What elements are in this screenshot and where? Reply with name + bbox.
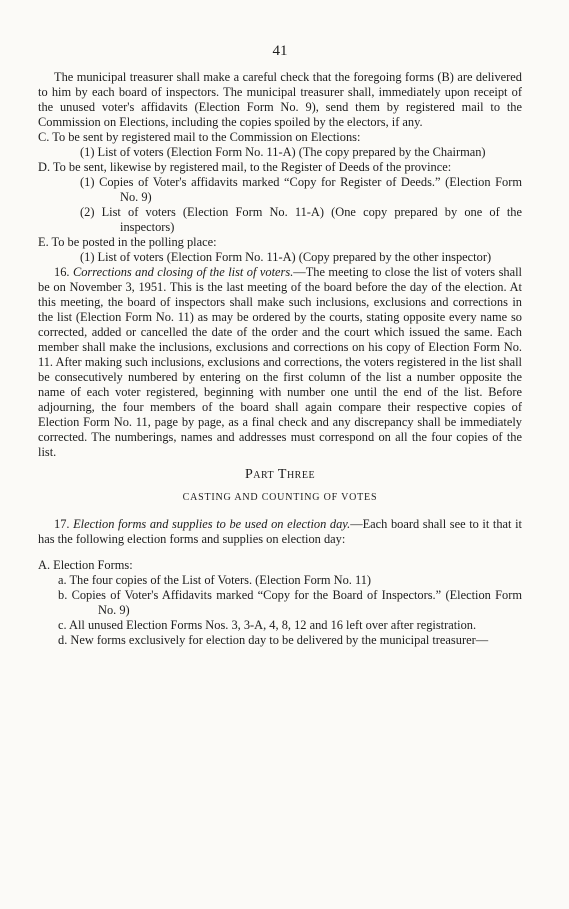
part-title: Part Three [244,467,316,482]
list-item: (1) List of voters (Election Form No. 11-A) (The copy prepared by the Chairman) [80,145,486,159]
section-a [38,558,522,648]
list-item: (1) List of voters (Election Form No. 11-A) (Copy prepared by the other inspector) [80,250,492,264]
page-number: 41 [272,43,288,59]
list-item: d. New forms exclusively for election day to be delivered by the municipal treasurer— [58,633,489,647]
intro-paragraph: The municipal treasurer shall make a careful check that the foregoing forms (B) are delivered to him by each board of inspectors. The municipal treasurer shall, immediately upon receipt of the unused voter's affidavits (Election Form No. 9), send them by registered mail to the Commission on Elections, including the copies spoiled by the electors, if any. [38,70,522,129]
section-a-heading: A. Election Forms: [38,558,133,572]
part-subtitle: CASTING AND COUNTING OF VOTES [182,492,378,503]
section-16-number: 16. [54,265,70,279]
section-c [38,130,522,160]
list-item: a. The four copies of the List of Voters. (Election Form No. 11) [58,573,372,587]
section-16-title: Corrections and closing of the list of voters. [72,265,294,279]
section-17-title: Election forms and supplies to be used on election day. [73,517,351,531]
section-17-number: 17. [54,517,70,531]
list-item: (1) Copies of Voter's affidavits marked “Copy for Register of Deeds.” (Election Form No. 9) [80,175,522,204]
section-d-heading: D. To be sent, likewise by registered mail, to the Register of Deeds of the province: [38,160,452,174]
section-17-paragraph [38,517,522,547]
section-17-body: —Each board shall see to it that it has the following election forms and supplies on election day: [38,517,522,546]
section-e [38,235,522,265]
section-c-heading: C. To be sent by registered mail to the Commission on Elections: [38,130,361,144]
section-16-paragraph [38,265,522,460]
section-d [38,160,522,235]
list-item: b. Copies of Voter's Affidavits marked “Copy for the Board of Inspectors.” (Election Form No. 9) [58,588,522,617]
section-16-body: —The meeting to close the list of voters shall be on November 3, 1951. This is the last meeting of the board before the day of the election. At this meeting, the board of inspectors shall make such inclusions, exclusions and corrections in the list (Election Form No. 11) as may be ordered by the courts, stating opposite every name so corrected, added or cancelled the date of the order and the court which issued the same. Each member shall make the inclusions, exclusions and corrections on his copy of Election Form No. 11. After making such inclusions, exclusions and corrections, the voters registered in the list shall be consecutively numbered by entering on the first column of the list a number opposite the name of each voter registered, beginning with number one until the end of the list. Before adjourning, the four members of the board shall again compare their respective copies of Election Form No. 11, page by page, as a final check and any discrepancy shall be immediately corrected. The numberings, names and addresses must correspond on all the four copies of the list. [38,265,522,459]
list-item: c. All unused Election Forms Nos. 3, 3-A, 4, 8, 12 and 16 left over after registration. [58,618,477,632]
list-item: (2) List of voters (Election Form No. 11-A) (One copy prepared by one of the inspectors) [80,205,522,234]
section-e-heading: E. To be posted in the polling place: [38,235,217,249]
